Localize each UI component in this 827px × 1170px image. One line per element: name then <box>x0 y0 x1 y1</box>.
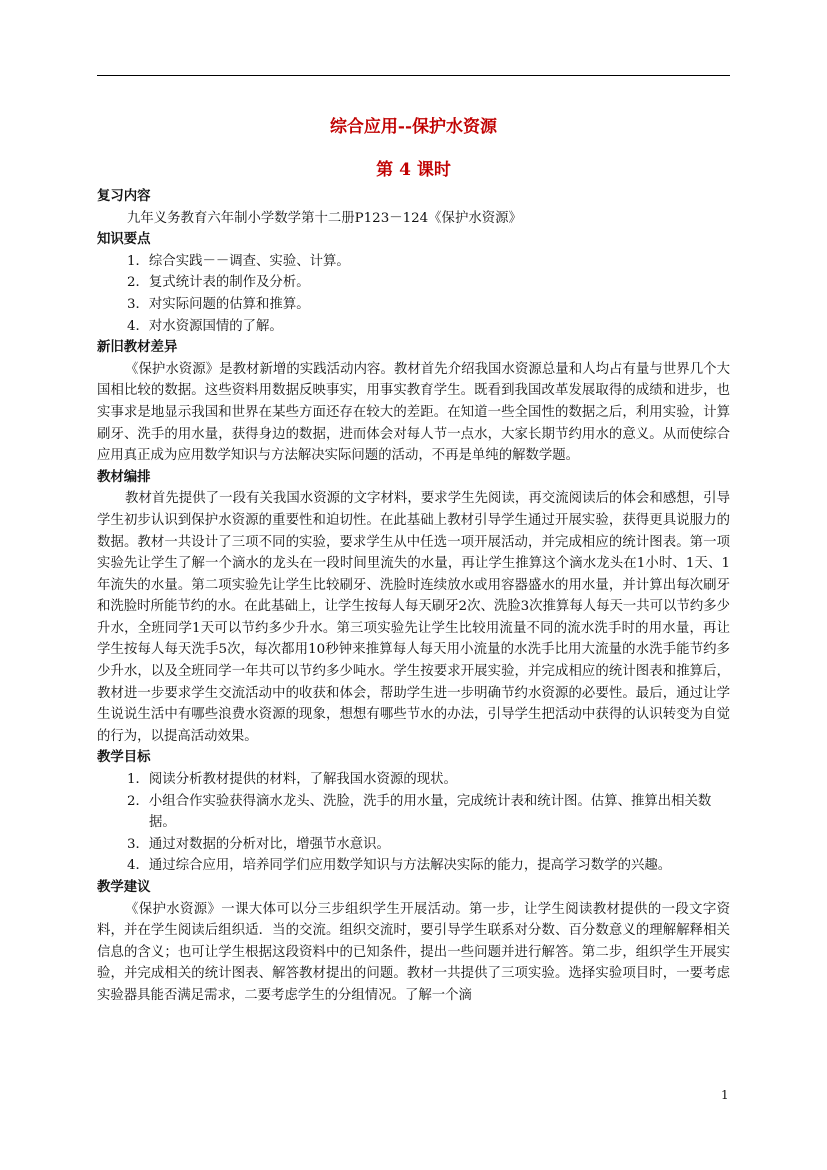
objective-item: 3．通过对数据的分析对比，增强节水意识。 <box>127 836 390 852</box>
lesson-subtitle: 第 4 课时 <box>376 160 451 180</box>
key-point-item: 3．对实际问题的估算和推算。 <box>127 296 310 312</box>
key-point-item: 1．综合实践－－调查、实验、计算。 <box>127 253 350 269</box>
objective-item: 1．阅读分析教材提供的材料，了解我国水资源的现状。 <box>127 772 457 788</box>
section-heading-suggestions: 教学建议 <box>97 879 151 895</box>
page-title: 综合应用--保护水资源 <box>329 117 498 137</box>
page-number: 1 <box>721 1088 729 1102</box>
section-heading-differences: 新旧教材差异 <box>97 339 178 356</box>
section-heading-arrangement: 教材编排 <box>97 468 151 485</box>
differences-paragraph: 《保护水资源》是教材新增的实践活动内容。教材首先介绍我国水资源总量和人均占有量与世界几个大国相比较的数据。这些资料用数据反映事实，用事实教育学生。既看到我国改革发展取得的成绩和进步，也实事求是地显示我国和世界在某些方面还存在较大的差距。在知道一些全国性的数据之后，利用实验，计算刷牙、洗手的用水量，获得身边的数据，进而体会对每人节一点水，大家长期节约用水的意义。从而使综合应用真正成为应用数学知识与方法解决实际问题的活动，不再是单纯的解数学题。 <box>97 361 730 464</box>
review-content-line: 九年义务教育六年制小学数学第十二册P123－124《保护水资源》 <box>127 210 522 226</box>
section-heading-key-points: 知识要点 <box>97 231 151 248</box>
section-heading-review: 复习内容 <box>97 188 151 204</box>
document-body <box>97 186 730 1007</box>
arrangement-paragraph: 教材首先提供了一段有关我国水资源的文字材料，要求学生先阅读，再交流阅读后的体会和感想，引导学生初步认识到保护水资源的重要性和迫切性。在此基础上教材引导学生通过开展实验，获得更具说服力的数据。教材一共设计了三项不同的实验，要求学生从中任选一项开展活动，并完成相应的统计图表。第一项实验先让学生了解一个滴水的龙头在一段时间里流失的水量，再让学生推算这个滴水龙头在1小时、1天、1年流失的水量。第二项实验先让学生比较刷牙、洗脸时连续放水或用容器盛水的用水量，并计算出每次刷牙和洗脸时所能节约的水。在此基础上，让学生按每人每天刷牙2次、洗脸3次推算每人每天一共可以节约多少升水，全班同学1天可以节约多少升水。第三项实验先让学生比较用流量不同的流水洗手时的用水量，再让学生按每人每天洗手5次，每次都用10秒钟来推算每人每天用小流量的水洗手比用大流量的水洗手能节约多少升水，以及全班同学一年共可以节约多少吨水。学生按要求开展实验，并完成相应的统计图表和推算后，教材进一步要求学生交流活动中的收获和体会，帮助学生进一步明确节约水资源的必要性。最后，通过让学生说说生活中有哪些浪费水资源的现象，想想有哪些节水的办法，引导学生把活动中获得的认识转变为自觉的行为，以提高活动效果。 <box>97 491 731 744</box>
suggestions-paragraph: 《保护水资源》一课大体可以分三步组织学生开展活动。第一步，让学生阅读教材提供的一段文字资料，并在学生阅读后组织适．当的交流。组织交流时，要引导学生联系对分数、百分数意义的理解解释相关信息的含义；也可让学生根据这段资料中的已知条件，提出一些问题并进行解答。第二步，组织学生开展实验，并完成相关的统计图表、解答教材提出的问题。教材一共提供了三项实验。选择实验项目时，一要考虑实验器具能否满足需求，二要考虑学生的分组情况。了解一个滴 <box>97 901 730 1003</box>
section-heading-objectives: 教学目标 <box>97 749 151 766</box>
key-point-item: 4．对水资源国情的了解。 <box>127 318 283 334</box>
objective-item: 2．小组合作实验获得滴水龙头、洗脸，洗手的用水量，完成统计表和统计图。估算、推算出相关数据。 <box>127 793 712 831</box>
header-rule <box>97 75 730 76</box>
key-point-item: 2．复式统计表的制作及分析。 <box>127 275 310 291</box>
objective-item: 4．通过综合应用，培养同学们应用数学知识与方法解决实际的能力，提高学习数学的兴趣。 <box>127 858 672 874</box>
